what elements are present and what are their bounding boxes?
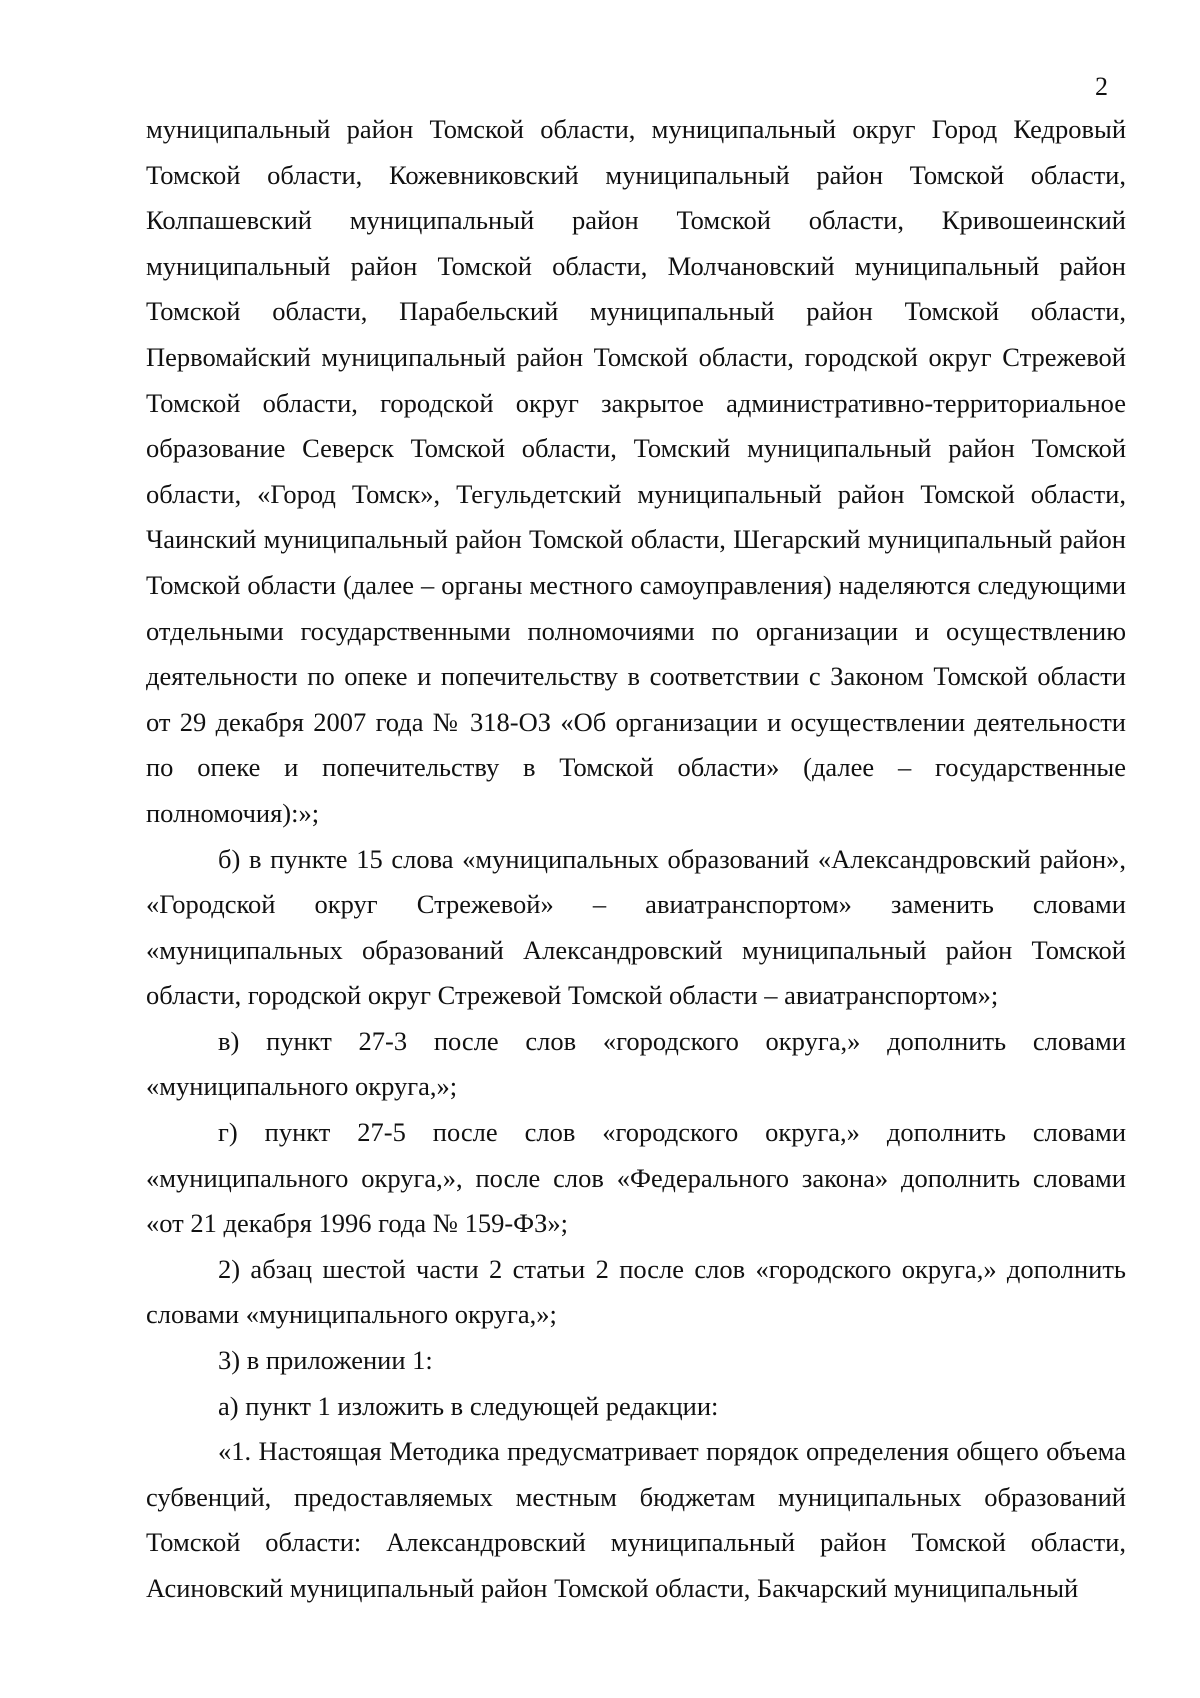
paragraph-continuation: муниципальный район Томской области, муниципальный округ Город Кедровый Томской области, Кожевниковский муниципальный район Томской области, Колпашевский муниципальный район Томской области, Кривошеинский муниципальный район Томской области, Молчановский муниципальный район Томской области, Парабельский муниципальный район Томской области, Первомайский муниципальный район Томской области, городской округ Стрежевой Томской области, городской округ закрытое административно-территориальное образование Северск Томской области, Томский муниципальный район Томской области, «Город Томск», Тегульдетский муниципальный район Томской области, Чаинский муниципальный район Томской области, Шегарский муниципальный район Томской области (далее – органы местного самоуправления) наделяются следующими отдельными государственными полномочиями по организации и осуществлению деятельности по опеке и попечительству в соответствии с Законом Томской области от 29 декабря 2007 года № 318-ОЗ «Об организации и осуществлении деятельности по опеке и попечительству в Томской области» (далее – государственные полномочия):»; — [146, 114, 1126, 828]
paragraph-item-g: г) пункт 27-5 после слов «городского округа,» дополнить словами «муниципального округа,», после слов «Федерального закона» дополнить словами «от 21 декабря 1996 года № 159-ФЗ»; — [146, 1117, 1126, 1239]
document-body — [146, 107, 1126, 1612]
paragraph-point-2: 2) абзац шестой части 2 статьи 2 после слов «городского округа,» дополнить словами «муниципального округа,»; — [146, 1253, 1126, 1330]
paragraph-point-3: 3) в приложении 1: — [218, 1345, 433, 1376]
paragraph-item-b: б) в пункте 15 слова «муниципальных образований «Александровский район», «Городской округ Стрежевой» – авиатранспортом» заменить словами «муниципальных образований Александровский муниципальный район Томской области, городской округ Стрежевой Томской области – авиатранспортом»; — [146, 843, 1126, 1011]
paragraph-item-v: в) пункт 27-3 после слов «городского округа,» дополнить словами «муниципального округа,»; — [146, 1025, 1126, 1102]
paragraph-methodology: «1. Настоящая Методика предусматривает порядок определения общего объема субвенций, предоставляемых местным бюджетам муниципальных образований Томской области: Александровский муниципальный район Томской области, Асиновский муниципальный район Томской области, Бакчарский муниципальный — [146, 1436, 1126, 1603]
paragraph-item-a: а) пункт 1 изложить в следующей редакции: — [218, 1390, 719, 1421]
page-number: 2 — [1095, 72, 1108, 101]
